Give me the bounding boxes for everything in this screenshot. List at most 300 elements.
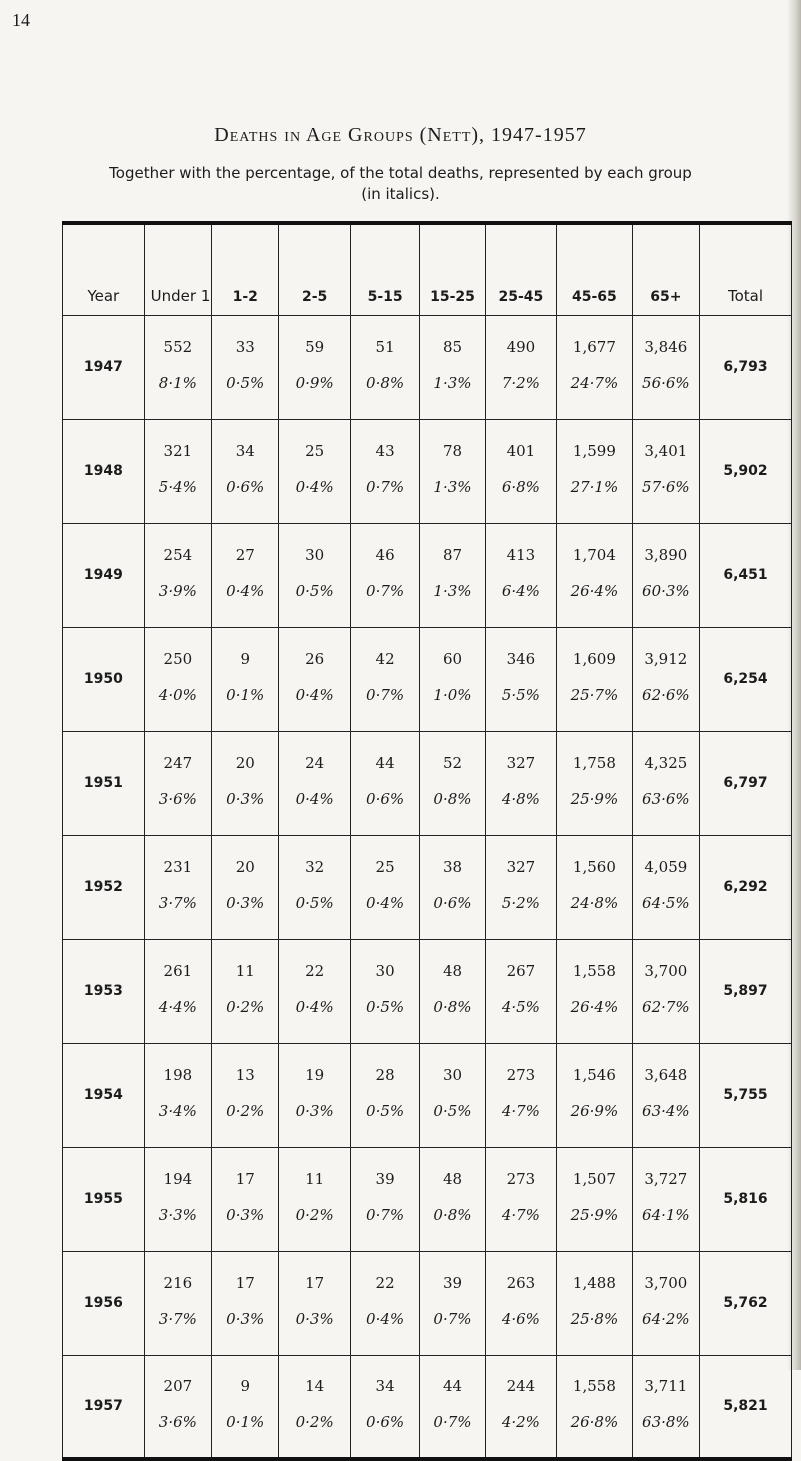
death-percentage: 26·8% <box>570 1413 619 1432</box>
death-count: 9 <box>240 650 250 668</box>
age-group-cell <box>212 939 279 1043</box>
age-group-cell <box>144 1355 211 1459</box>
death-percentage: 0·5% <box>433 1102 472 1120</box>
death-percentage: 26·4% <box>570 582 619 600</box>
death-percentage: 0·7% <box>433 1413 472 1432</box>
age-group-cell <box>485 835 556 939</box>
death-percentage: 0·4% <box>295 686 334 704</box>
age-group-cell <box>144 1043 211 1147</box>
age-group-cell <box>420 939 485 1043</box>
table-row <box>63 315 792 419</box>
table-header-row <box>63 223 792 315</box>
death-count: 3,727 <box>644 1170 688 1188</box>
death-percentage: 6·8% <box>501 478 540 496</box>
death-count: 273 <box>506 1066 536 1084</box>
death-count: 78 <box>442 442 463 460</box>
age-group-cell <box>279 627 350 731</box>
death-count: 1,546 <box>572 1066 616 1084</box>
death-percentage: 0·7% <box>366 478 405 496</box>
age-group-cell <box>212 419 279 523</box>
death-count: 1,758 <box>572 754 616 772</box>
year-cell: 1948 <box>63 419 145 523</box>
age-group-cell <box>557 1355 633 1459</box>
death-count: 231 <box>163 858 193 876</box>
death-percentage: 60·3% <box>642 582 690 600</box>
death-count: 39 <box>442 1274 463 1292</box>
total-cell: 6,793 <box>700 315 792 419</box>
death-count: 3,912 <box>644 650 688 668</box>
death-count: 1,558 <box>572 962 616 980</box>
death-percentage: 0·7% <box>433 1310 472 1328</box>
death-percentage: 5·5% <box>501 686 540 704</box>
death-percentage: 0·4% <box>366 894 405 912</box>
death-percentage: 6·4% <box>501 582 540 600</box>
total-cell: 5,762 <box>700 1251 792 1355</box>
age-group-cell <box>212 523 279 627</box>
age-group-cell <box>632 1251 699 1355</box>
age-group-cell <box>485 419 556 523</box>
age-group-cell <box>279 315 350 419</box>
age-group-cell <box>420 627 485 731</box>
death-count: 52 <box>442 754 463 772</box>
year-cell: 1957 <box>63 1355 145 1459</box>
death-count: 24 <box>305 754 325 772</box>
table-row <box>63 523 792 627</box>
age-group-cell <box>632 939 699 1043</box>
death-count: 401 <box>506 442 536 460</box>
age-group-cell <box>632 627 699 731</box>
year-cell: 1954 <box>63 1043 145 1147</box>
death-percentage: 0·5% <box>295 894 334 912</box>
death-percentage: 0·3% <box>295 1102 334 1120</box>
death-count: 25 <box>375 858 395 876</box>
death-count: 20 <box>235 754 255 772</box>
death-percentage: 57·6% <box>642 478 690 496</box>
table-row <box>63 939 792 1043</box>
death-percentage: 3·9% <box>158 582 197 600</box>
death-count: 13 <box>235 1066 255 1084</box>
age-group-cell <box>557 835 633 939</box>
table-body <box>63 315 792 1459</box>
header-2-5: 2-5 <box>279 223 350 315</box>
death-percentage: 0·7% <box>366 1206 405 1224</box>
death-count: 1,704 <box>572 546 616 564</box>
death-count: 43 <box>375 442 395 460</box>
table-row <box>63 1043 792 1147</box>
header-total: Total <box>700 223 792 315</box>
age-group-cell <box>212 835 279 939</box>
age-group-cell <box>420 419 485 523</box>
death-percentage: 8·1% <box>158 374 197 392</box>
death-percentage: 0·2% <box>295 1413 334 1432</box>
death-percentage: 1·3% <box>433 478 472 496</box>
death-percentage: 0·1% <box>226 1413 265 1432</box>
header-year: Year <box>63 223 145 315</box>
death-percentage: 3·7% <box>158 1310 197 1328</box>
death-percentage: 64·1% <box>642 1206 690 1224</box>
age-group-cell <box>350 523 419 627</box>
table-row <box>63 1355 792 1459</box>
age-group-cell <box>420 315 485 419</box>
age-group-cell <box>420 1147 485 1251</box>
age-group-cell <box>557 419 633 523</box>
death-percentage: 0·8% <box>366 374 405 392</box>
age-group-cell <box>144 627 211 731</box>
death-percentage: 0·3% <box>226 1310 265 1328</box>
death-percentage: 4·8% <box>501 790 540 808</box>
age-group-cell <box>632 1043 699 1147</box>
death-count: 207 <box>163 1377 193 1396</box>
death-count: 30 <box>375 962 395 980</box>
death-percentage: 4·2% <box>501 1413 540 1432</box>
age-group-cell <box>632 835 699 939</box>
death-percentage: 0·4% <box>366 1310 405 1328</box>
age-group-cell <box>485 939 556 1043</box>
age-group-cell <box>212 1147 279 1251</box>
death-count: 34 <box>375 1377 395 1396</box>
death-percentage: 0·1% <box>226 686 265 704</box>
death-count: 30 <box>442 1066 463 1084</box>
death-percentage: 26·9% <box>570 1102 619 1120</box>
death-percentage: 3·6% <box>158 1413 197 1432</box>
header-25-45: 25-45 <box>485 223 556 315</box>
header-15-25: 15-25 <box>420 223 485 315</box>
death-count: 194 <box>163 1170 193 1188</box>
death-count: 267 <box>506 962 536 980</box>
death-percentage: 24·7% <box>570 374 619 392</box>
death-count: 85 <box>442 338 463 356</box>
total-cell: 5,816 <box>700 1147 792 1251</box>
death-count: 39 <box>375 1170 395 1188</box>
total-cell: 5,755 <box>700 1043 792 1147</box>
death-percentage: 0·3% <box>226 1206 265 1224</box>
death-percentage: 3·6% <box>158 790 197 808</box>
death-count: 3,401 <box>644 442 688 460</box>
age-group-cell <box>420 835 485 939</box>
death-percentage: 0·8% <box>433 1206 472 1224</box>
death-percentage: 0·6% <box>366 790 405 808</box>
death-count: 261 <box>163 962 193 980</box>
age-group-cell <box>350 835 419 939</box>
death-count: 216 <box>163 1274 193 1292</box>
death-count: 28 <box>375 1066 395 1084</box>
death-percentage: 0·3% <box>295 1310 334 1328</box>
age-group-cell <box>279 939 350 1043</box>
death-percentage: 25·9% <box>570 790 619 808</box>
table-row <box>63 835 792 939</box>
age-group-cell <box>279 523 350 627</box>
death-count: 263 <box>506 1274 536 1292</box>
death-percentage: 3·3% <box>158 1206 197 1224</box>
age-group-cell <box>485 1251 556 1355</box>
age-group-cell <box>420 731 485 835</box>
age-group-cell <box>350 939 419 1043</box>
death-percentage: 0·2% <box>226 998 265 1016</box>
age-group-cell <box>557 1251 633 1355</box>
death-count: 32 <box>305 858 325 876</box>
age-group-cell <box>279 1043 350 1147</box>
age-group-cell <box>557 627 633 731</box>
death-count: 244 <box>506 1377 536 1396</box>
death-count: 321 <box>163 442 193 460</box>
page-number: 14 <box>12 10 30 30</box>
death-count: 552 <box>163 338 193 356</box>
death-percentage: 27·1% <box>570 478 619 496</box>
death-percentage: 0·6% <box>366 1413 405 1432</box>
death-count: 327 <box>506 858 536 876</box>
death-count: 27 <box>235 546 255 564</box>
death-count: 25 <box>305 442 325 460</box>
table-row <box>63 1147 792 1251</box>
death-count: 22 <box>305 962 325 980</box>
death-count: 4,059 <box>644 858 688 876</box>
age-group-cell <box>485 627 556 731</box>
age-group-cell <box>632 1147 699 1251</box>
death-count: 59 <box>305 338 325 356</box>
total-cell: 6,797 <box>700 731 792 835</box>
death-count: 19 <box>305 1066 325 1084</box>
age-group-cell <box>350 1043 419 1147</box>
total-cell: 5,821 <box>700 1355 792 1459</box>
death-percentage: 0·7% <box>366 582 405 600</box>
death-percentage: 5·4% <box>158 478 197 496</box>
age-group-cell <box>632 523 699 627</box>
death-percentage: 1·3% <box>433 374 472 392</box>
death-count: 346 <box>506 650 536 668</box>
death-percentage: 56·6% <box>642 374 690 392</box>
death-percentage: 63·6% <box>642 790 690 808</box>
death-count: 4,325 <box>644 754 688 772</box>
age-group-cell <box>485 731 556 835</box>
death-percentage: 26·4% <box>570 998 619 1016</box>
death-percentage: 0·5% <box>366 998 405 1016</box>
age-group-cell <box>485 1043 556 1147</box>
death-count: 17 <box>235 1170 255 1188</box>
table-row <box>63 1251 792 1355</box>
death-count: 1,558 <box>572 1377 616 1396</box>
year-cell: 1955 <box>63 1147 145 1251</box>
deaths-table <box>62 221 792 1461</box>
death-percentage: 0·6% <box>433 894 472 912</box>
header-5-15: 5-15 <box>350 223 419 315</box>
death-percentage: 0·5% <box>295 582 334 600</box>
year-cell: 1951 <box>63 731 145 835</box>
age-group-cell <box>557 939 633 1043</box>
table-subtitle <box>0 163 801 205</box>
age-group-cell <box>279 1147 350 1251</box>
age-group-cell <box>279 1355 350 1459</box>
death-count: 22 <box>375 1274 395 1292</box>
death-count: 1,677 <box>572 338 616 356</box>
death-count: 20 <box>235 858 255 876</box>
death-count: 1,507 <box>572 1170 616 1188</box>
age-group-cell <box>557 1147 633 1251</box>
age-group-cell <box>212 315 279 419</box>
age-group-cell <box>350 315 419 419</box>
age-group-cell <box>485 523 556 627</box>
total-cell: 6,292 <box>700 835 792 939</box>
death-count: 1,609 <box>572 650 616 668</box>
age-group-cell <box>557 1043 633 1147</box>
death-percentage: 64·2% <box>642 1310 690 1328</box>
age-group-cell <box>632 1355 699 1459</box>
death-percentage: 0·5% <box>366 1102 405 1120</box>
death-percentage: 0·7% <box>366 686 405 704</box>
death-count: 1,488 <box>572 1274 616 1292</box>
age-group-cell <box>279 835 350 939</box>
death-percentage: 1·3% <box>433 582 472 600</box>
year-cell: 1947 <box>63 315 145 419</box>
death-count: 3,648 <box>644 1066 688 1084</box>
death-percentage: 3·7% <box>158 894 197 912</box>
death-count: 46 <box>375 546 395 564</box>
age-group-cell <box>144 523 211 627</box>
death-count: 1,599 <box>572 442 616 460</box>
death-percentage: 7·2% <box>501 374 540 392</box>
table-row <box>63 419 792 523</box>
age-group-cell <box>212 1251 279 1355</box>
age-group-cell <box>557 731 633 835</box>
death-count: 60 <box>442 650 463 668</box>
year-cell: 1953 <box>63 939 145 1043</box>
age-group-cell <box>350 419 419 523</box>
header-under-1: Under 1 <box>144 223 211 315</box>
death-count: 3,700 <box>644 962 688 980</box>
death-percentage: 0·4% <box>295 998 334 1016</box>
death-percentage: 0·9% <box>295 374 334 392</box>
total-cell: 5,902 <box>700 419 792 523</box>
death-count: 26 <box>305 650 325 668</box>
death-percentage: 0·2% <box>295 1206 334 1224</box>
death-percentage: 0·6% <box>226 478 265 496</box>
death-count: 17 <box>235 1274 255 1292</box>
death-percentage: 64·5% <box>642 894 690 912</box>
death-percentage: 0·3% <box>226 790 265 808</box>
age-group-cell <box>350 1251 419 1355</box>
death-count: 51 <box>375 338 395 356</box>
death-count: 3,700 <box>644 1274 688 1292</box>
death-percentage: 25·7% <box>570 686 619 704</box>
death-percentage: 4·7% <box>501 1206 540 1224</box>
death-percentage: 0·8% <box>433 790 472 808</box>
death-percentage: 0·8% <box>433 998 472 1016</box>
age-group-cell <box>420 1251 485 1355</box>
total-cell: 6,451 <box>700 523 792 627</box>
death-count: 3,846 <box>644 338 688 356</box>
death-count: 198 <box>163 1066 193 1084</box>
age-group-cell <box>212 1355 279 1459</box>
death-count: 3,890 <box>644 546 688 564</box>
age-group-cell <box>485 315 556 419</box>
age-group-cell <box>144 419 211 523</box>
age-group-cell <box>632 315 699 419</box>
age-group-cell <box>144 939 211 1043</box>
death-percentage: 0·4% <box>226 582 265 600</box>
age-group-cell <box>279 419 350 523</box>
age-group-cell <box>557 523 633 627</box>
age-group-cell <box>144 1251 211 1355</box>
age-group-cell <box>350 1355 419 1459</box>
death-percentage: 0·5% <box>226 374 265 392</box>
death-percentage: 25·8% <box>570 1310 619 1328</box>
death-count: 14 <box>305 1377 325 1396</box>
death-percentage: 0·2% <box>226 1102 265 1120</box>
death-count: 11 <box>235 962 255 980</box>
death-count: 254 <box>163 546 193 564</box>
death-count: 48 <box>442 962 463 980</box>
death-percentage: 3·4% <box>158 1102 197 1120</box>
death-count: 44 <box>442 1377 463 1396</box>
death-count: 42 <box>375 650 395 668</box>
year-cell: 1949 <box>63 523 145 627</box>
death-count: 413 <box>506 546 536 564</box>
death-percentage: 1·0% <box>433 686 472 704</box>
death-count: 48 <box>442 1170 463 1188</box>
age-group-cell <box>485 1147 556 1251</box>
age-group-cell <box>557 315 633 419</box>
age-group-cell <box>279 1251 350 1355</box>
death-count: 9 <box>240 1377 250 1396</box>
death-percentage: 4·0% <box>158 686 197 704</box>
age-group-cell <box>144 1147 211 1251</box>
year-cell: 1950 <box>63 627 145 731</box>
subtitle-line-1: Together with the percentage, of the total deaths, represented by each group <box>109 164 692 182</box>
subtitle-line-2: (in italics). <box>361 185 440 203</box>
death-percentage: 5·2% <box>501 894 540 912</box>
death-count: 87 <box>442 546 463 564</box>
age-group-cell <box>350 731 419 835</box>
age-group-cell <box>279 731 350 835</box>
death-count: 44 <box>375 754 395 772</box>
death-count: 3,711 <box>644 1377 688 1396</box>
death-count: 30 <box>305 546 325 564</box>
page-title: Deaths in Age Groups (Nett), 1947-1957 <box>214 124 587 146</box>
total-cell: 5,897 <box>700 939 792 1043</box>
death-count: 247 <box>163 754 193 772</box>
death-percentage: 63·8% <box>642 1413 690 1432</box>
age-group-cell <box>212 731 279 835</box>
death-percentage: 0·4% <box>295 478 334 496</box>
death-count: 250 <box>163 650 193 668</box>
death-percentage: 4·5% <box>501 998 540 1016</box>
death-count: 11 <box>305 1170 325 1188</box>
total-cell: 6,254 <box>700 627 792 731</box>
age-group-cell <box>420 1043 485 1147</box>
age-group-cell <box>632 419 699 523</box>
header-65-plus: 65+ <box>632 223 699 315</box>
death-percentage: 24·8% <box>570 894 619 912</box>
death-count: 327 <box>506 754 536 772</box>
age-group-cell <box>632 731 699 835</box>
death-count: 17 <box>305 1274 325 1292</box>
death-count: 33 <box>235 338 255 356</box>
age-group-cell <box>212 627 279 731</box>
age-group-cell <box>144 315 211 419</box>
age-group-cell <box>485 1355 556 1459</box>
header-1-2: 1-2 <box>212 223 279 315</box>
death-count: 38 <box>442 858 463 876</box>
header-45-65: 45-65 <box>557 223 633 315</box>
death-count: 1,560 <box>572 858 616 876</box>
year-cell: 1956 <box>63 1251 145 1355</box>
death-percentage: 0·3% <box>226 894 265 912</box>
death-percentage: 62·7% <box>642 998 690 1016</box>
death-percentage: 4·6% <box>501 1310 540 1328</box>
age-group-cell <box>350 627 419 731</box>
death-percentage: 25·9% <box>570 1206 619 1224</box>
age-group-cell <box>420 523 485 627</box>
death-percentage: 63·4% <box>642 1102 690 1120</box>
